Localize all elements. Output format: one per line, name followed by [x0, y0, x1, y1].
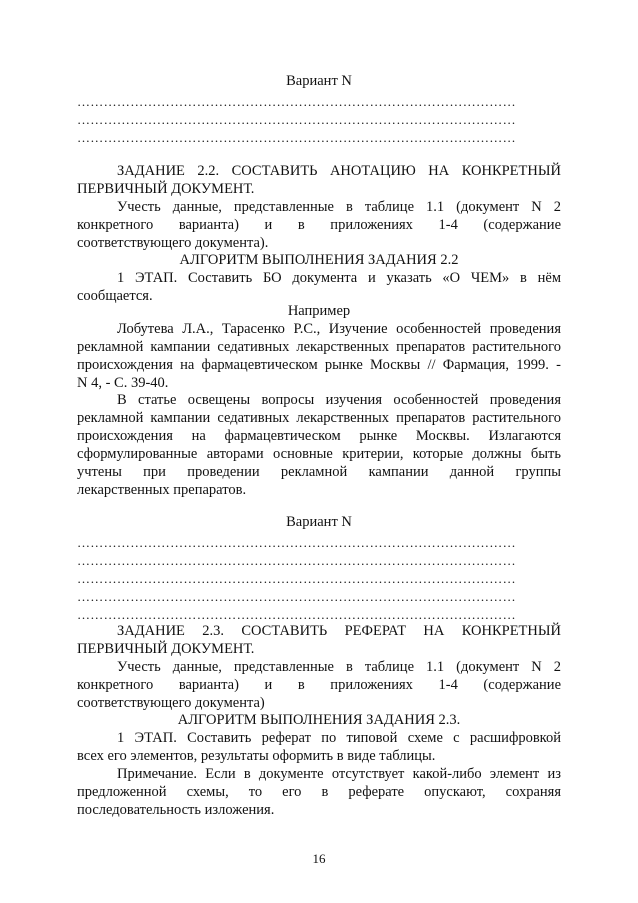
dot-line: ……………………………………………………………………………………… — [77, 535, 516, 550]
stage-text: сообщается. — [77, 288, 153, 304]
task-text: соответствующего документа). — [77, 235, 269, 251]
dot-line: ……………………………………………………………………………………… — [77, 589, 516, 604]
task-heading-2-3-cont: ПЕРВИЧНЫЙ ДОКУМЕНТ. — [77, 641, 255, 657]
note-text: Примечание. Если в документе отсутствует какой-либо элемент из — [117, 766, 561, 782]
example-ref: происхождения на фармацевтическом рынке Москвы // Фармация, 1999. - — [77, 357, 561, 373]
note-text: предложенной схемы, то его в реферате опускают, сохраняя — [77, 784, 561, 800]
stage-text: всех его элементов, результаты оформить в виде таблицы. — [77, 748, 436, 764]
page-number: 16 — [312, 851, 326, 866]
dot-line: ……………………………………………………………………………………… — [77, 571, 516, 586]
dot-line: ……………………………………………………………………………………… — [77, 130, 516, 145]
note-text: последовательность изложения. — [77, 802, 275, 818]
task-text: Учесть данные, представленные в таблице 1.1 (документ N 2 — [117, 659, 561, 675]
example-text: происхождения на фармацевтическом рынке Москвы. Излагаются — [77, 428, 561, 444]
variant-title-2: Вариант N — [286, 514, 352, 530]
task-heading-2-2-cont: ПЕРВИЧНЫЙ ДОКУМЕНТ. — [77, 181, 255, 197]
algorithm-title-2-2: АЛГОРИТМ ВЫПОЛНЕНИЯ ЗАДАНИЯ 2.2 — [179, 252, 459, 268]
task-heading-2-2: ЗАДАНИЕ 2.2. СОСТАВИТЬ АНОТАЦИЮ НА КОНКРЕТНЫЙ — [117, 163, 561, 179]
task-text: конкретного варианта) и в приложениях 1-4 (содержание — [77, 677, 561, 693]
algorithm-title-2-3: АЛГОРИТМ ВЫПОЛНЕНИЯ ЗАДАНИЯ 2.3. — [177, 712, 461, 728]
example-ref: рекламной кампании седативных лекарственных препаратов растительного — [77, 339, 561, 355]
example-ref: Лобутева Л.А., Тарасенко Р.С., Изучение особенностей проведения — [117, 321, 561, 337]
task-text: Учесть данные, представленные в таблице 1.1 (документ N 2 — [117, 199, 561, 215]
example-label: Например — [287, 303, 351, 319]
stage-text: 1 ЭТАП. Составить БО документа и указать «О ЧЕМ» в нём — [117, 270, 561, 286]
example-text: В статье освещены вопросы изучения особенностей проведения — [117, 392, 561, 408]
example-ref: N 4, - С. 39-40. — [77, 375, 169, 391]
example-text: сформулированные авторами основные критерии, которые должны быть — [77, 446, 561, 462]
dot-line: ……………………………………………………………………………………… — [77, 94, 516, 109]
task-text: конкретного варианта) и в приложениях 1-4 (содержание — [77, 217, 561, 233]
example-text: рекламной кампании седативных лекарственных препаратов растительного — [77, 410, 561, 426]
example-text: лекарственных препаратов. — [77, 482, 247, 498]
dot-line: ……………………………………………………………………………………… — [77, 112, 516, 127]
stage-text: 1 ЭТАП. Составить реферат по типовой схеме с расшифровкой — [117, 730, 561, 746]
variant-title-1: Вариант N — [286, 73, 352, 89]
task-text: соответствующего документа) — [77, 695, 265, 711]
example-text: учтены при проведении рекламной кампании данной группы — [77, 464, 561, 480]
dot-line: ……………………………………………………………………………………… — [77, 553, 516, 568]
task-heading-2-3: ЗАДАНИЕ 2.3. СОСТАВИТЬ РЕФЕРАТ НА КОНКРЕТНЫЙ — [117, 623, 561, 639]
dot-line: ……………………………………………………………………………………… — [77, 607, 516, 622]
